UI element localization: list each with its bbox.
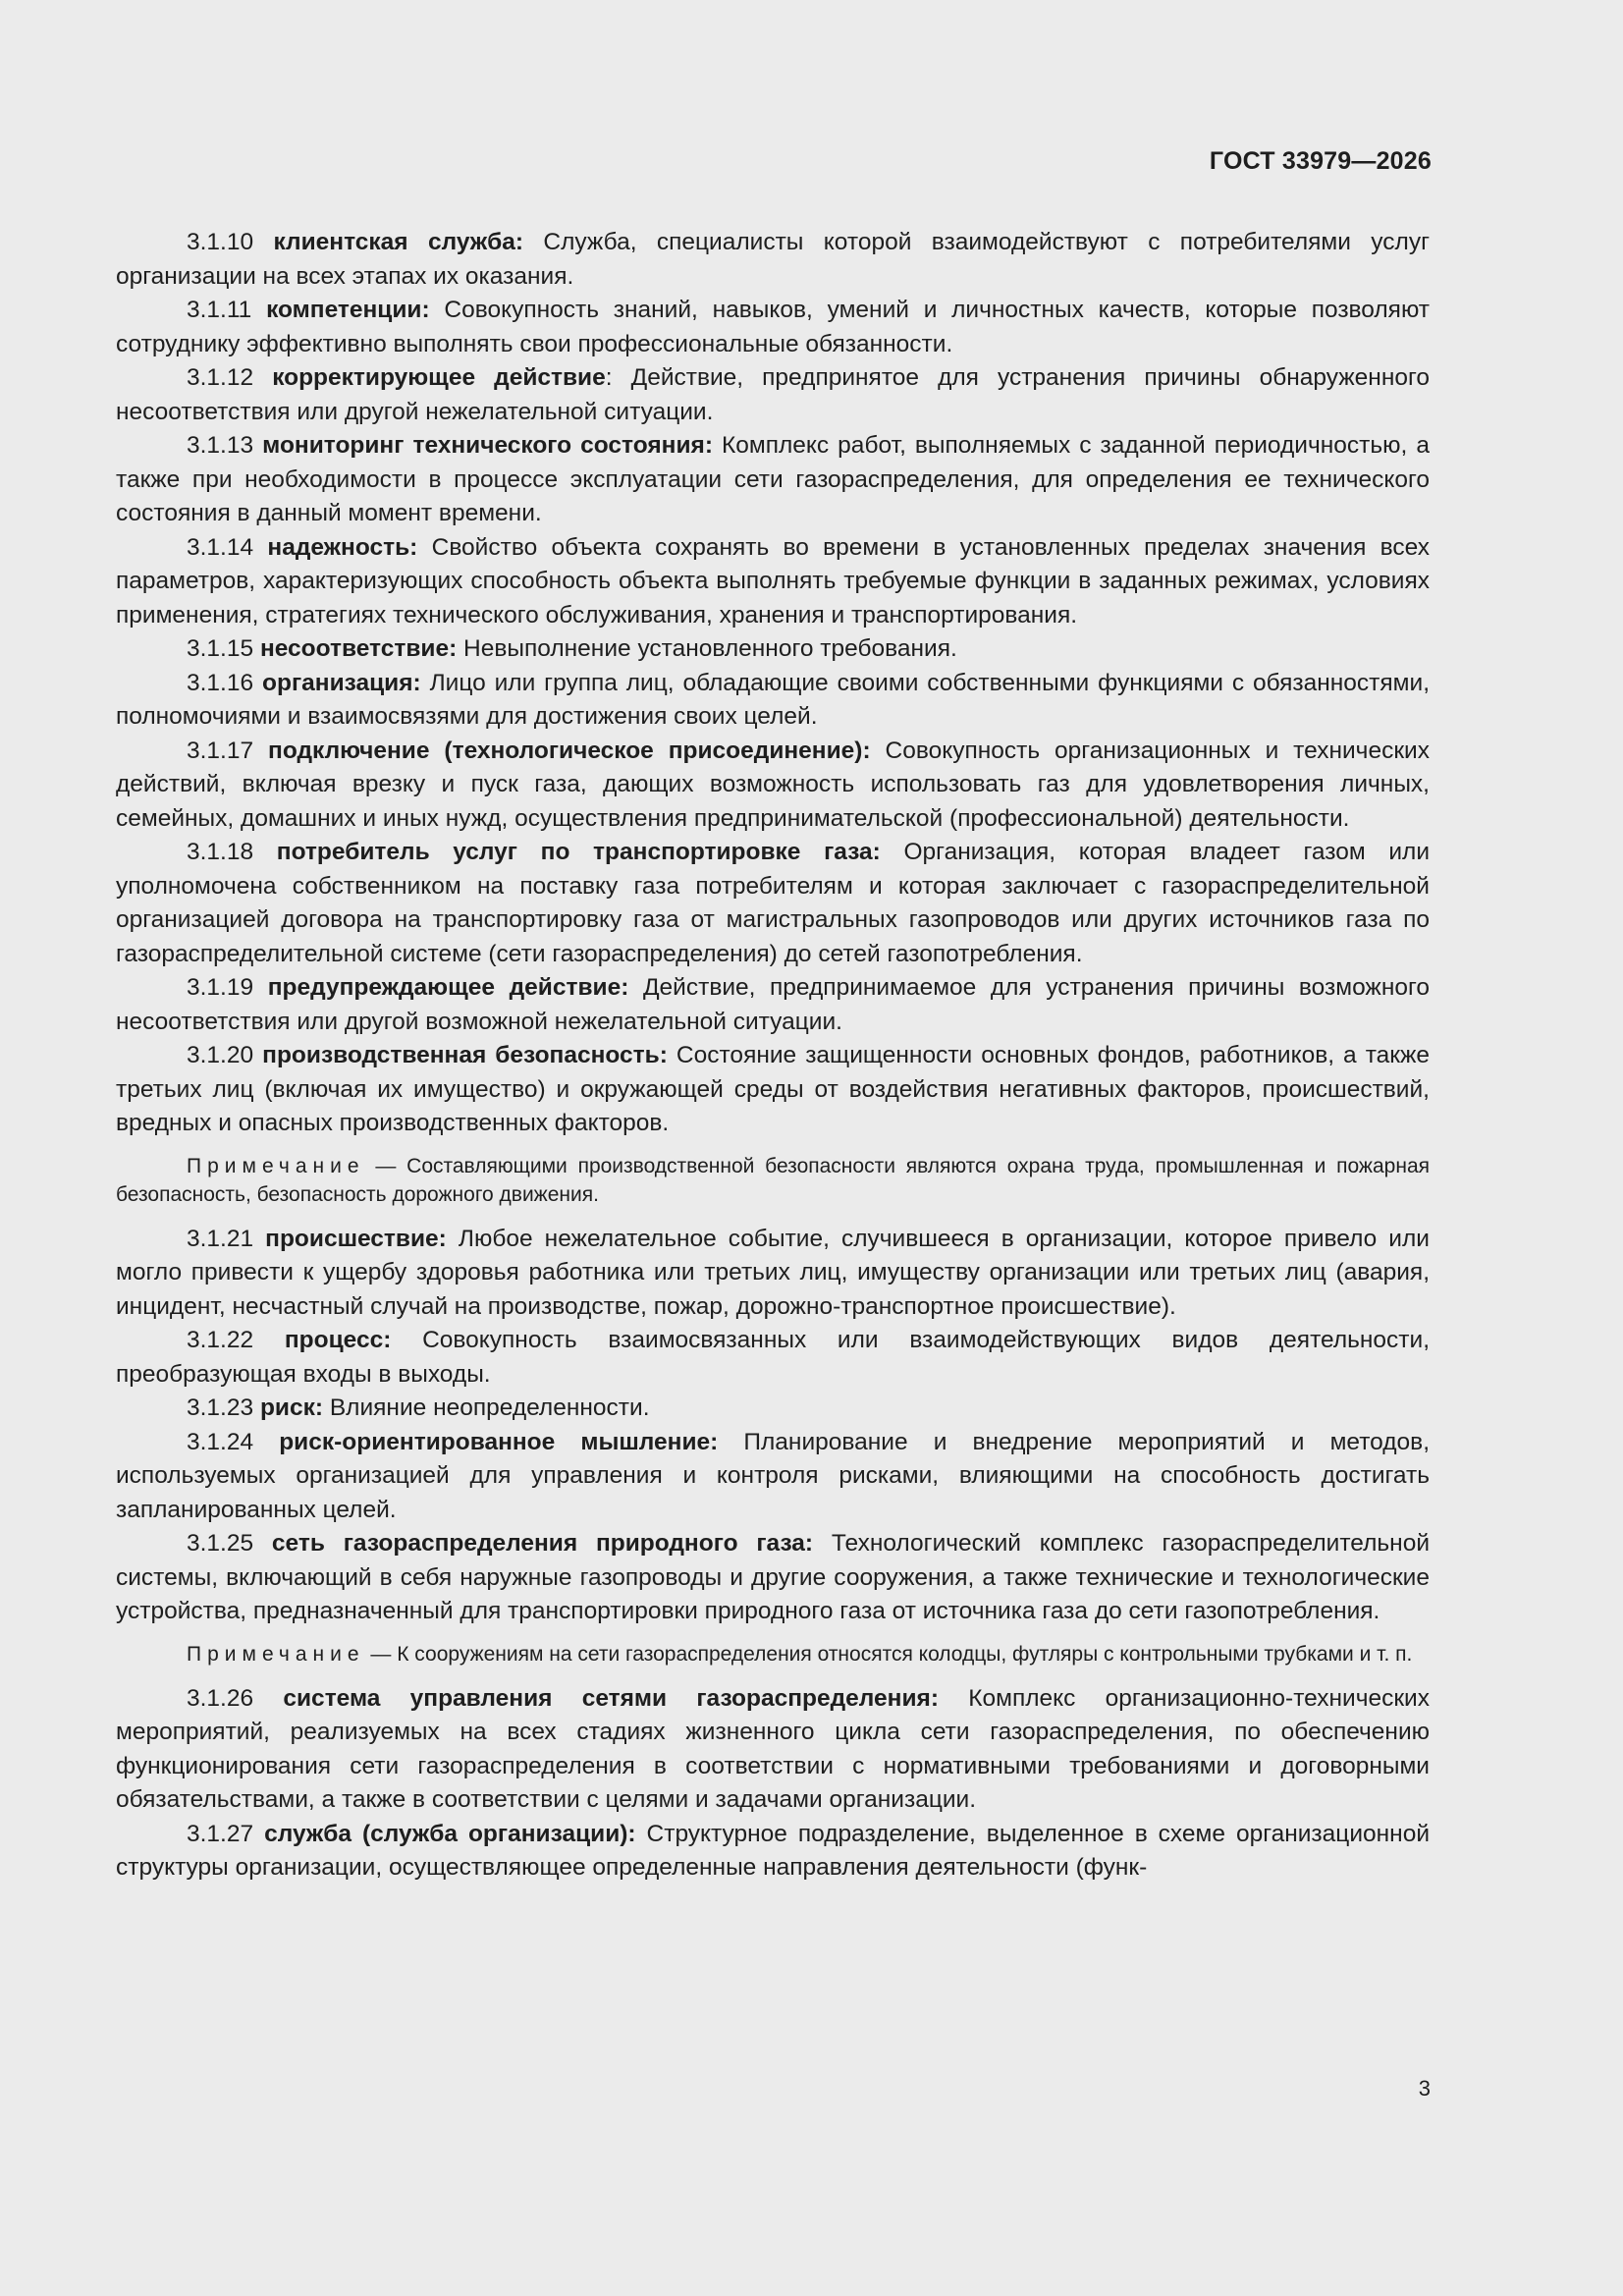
term-definition: Совокупность знаний, навыков, умений и личностных качеств, которые позволяют сотруднику эффективно выполнять свои профессиональные обязанности. [116, 297, 1431, 357]
term-3-1-26 [116, 1682, 1430, 1818]
term-definition: Невыполнение установленного требования. [463, 635, 957, 662]
term-name: потребитель услуг по транспортировке газа: [276, 839, 881, 865]
term-definition: Свойство объекта сохранять во времени в установленных пределах значения всех параметров, характеризующих способность объекта выполнять требуемые функции в заданных режимах, условиях применения, стратегиях технического обслуживания, хранения и транспортирования. [116, 533, 1431, 629]
term-definition: Технологический комплекс газораспределительной системы, включающий в себя наружные газопроводы и другие сооружения, а также технические и технологические устройства, предназначенный для транспортировки природного газа от источника газа до сети газопотребления. [116, 1530, 1431, 1624]
term-definition: Совокупность взаимосвязанных или взаимодействующих видов деятельности, преобразующая входы в выходы. [116, 1327, 1431, 1388]
term-number: 3.1.24 [187, 1428, 254, 1455]
term-number: 3.1.12 [187, 364, 254, 391]
term-number: 3.1.18 [187, 839, 254, 865]
term-number: 3.1.19 [187, 974, 254, 1001]
term-name: корректирующее действие [272, 364, 606, 391]
term-name: риск-ориентированное мышление: [279, 1428, 719, 1455]
term-number: 3.1.22 [187, 1327, 254, 1353]
term-3-1-14 [116, 531, 1430, 633]
term-3-1-24 [116, 1426, 1430, 1528]
term-name: риск: [259, 1394, 324, 1421]
term-3-1-12 [116, 361, 1430, 429]
term-number: 3.1.10 [187, 229, 254, 255]
term-name: производственная безопасность: [262, 1042, 668, 1068]
note-network-structures [116, 1640, 1430, 1668]
term-definition: Служба, специалисты которой взаимодействуют с потребителями услуг организации на всех этапах их оказания. [116, 229, 1431, 290]
term-number: 3.1.11 [187, 297, 252, 323]
term-definition: Планирование и внедрение мероприятий и методов, используемых организацией для управления и контроля рисками, влияющими на способность достигать запланированных целей. [116, 1428, 1430, 1523]
term-name: служба (служба организации): [264, 1820, 636, 1847]
term-number: 3.1.26 [187, 1684, 254, 1712]
term-number: 3.1.14 [187, 533, 254, 561]
term-name: предупреждающее действие: [267, 974, 629, 1001]
term-3-1-27 [116, 1818, 1430, 1886]
term-number: 3.1.21 [187, 1225, 254, 1252]
term-name: подключение (технологическое присоединение): [268, 737, 871, 764]
term-name: клиентская служба: [273, 229, 524, 255]
term-number: 3.1.17 [187, 737, 254, 764]
term-definition: Комплекс организационно-технических мероприятий, реализуемых на всех стадиях жизненного цикла сети газораспределения, по обеспечению функционирования сети газораспределения в соответствии с нормативными требованиями и договорными обязательствами, а также в соответствии с целями и задачами организации. [116, 1684, 1430, 1813]
note-label: Примечание [187, 1154, 365, 1177]
page-number: 3 [1418, 2076, 1431, 2101]
term-number: 3.1.23 [187, 1394, 254, 1421]
term-name: организация: [262, 669, 421, 696]
term-name: система управления сетями газораспределения: [283, 1684, 939, 1712]
term-number: 3.1.25 [187, 1530, 254, 1557]
term-3-1-19 [116, 971, 1430, 1039]
terms-section [116, 226, 1430, 1886]
term-3-1-16 [116, 667, 1430, 735]
document-code: ГОСТ 33979—2026 [1209, 147, 1432, 175]
term-number: 3.1.15 [187, 635, 254, 662]
term-definition: Влияние неопределенности. [329, 1394, 650, 1421]
term-3-1-25 [116, 1527, 1430, 1629]
term-name: компетенции: [266, 297, 430, 323]
note-production-safety [116, 1152, 1430, 1209]
term-name: сеть газораспределения природного газа: [271, 1530, 814, 1557]
term-definition: Действие, предпринимаемое для устранения причины возможного несоответствия или другой возможной нежелательной ситуации. [116, 974, 1431, 1035]
term-name: надежность: [267, 533, 418, 561]
note-label: Примечание [187, 1642, 365, 1666]
note-text: — Составляющими производственной безопасности являются охрана труда, промышленная и пожарная безопасность, безопасность дорожного движения. [116, 1154, 1430, 1206]
term-number: 3.1.13 [187, 432, 254, 459]
term-3-1-18 [116, 836, 1430, 971]
term-number: 3.1.27 [187, 1820, 254, 1847]
term-name: несоответствие: [259, 635, 458, 662]
term-definition: Организация, которая владеет газом или уполномочена собственником на поставку газа потребителям и которая заключает с газораспределительной организацией договора на транспортировку газа от магистральных газопроводов или других источников газа по газораспределительной системе (сети газораспределения) до сетей газопотребления. [116, 839, 1431, 967]
term-3-1-23 [116, 1392, 1430, 1426]
term-definition: Состояние защищенности основных фондов, работников, а также третьих лиц (включая их имущество) и окружающей среды от воздействия негативных факторов, происшествий, вредных и опасных производственных факторов. [116, 1042, 1430, 1136]
term-3-1-21 [116, 1223, 1430, 1325]
note-text: — К сооружениям на сети газораспределения относятся колодцы, футляры с контрольными трубками и т. п. [370, 1642, 1413, 1666]
term-definition: : Действие, предпринятое для устранения причины обнаруженного несоответствия или другой нежелательной ситуации. [116, 364, 1430, 425]
term-name: мониторинг технического состояния: [262, 432, 713, 459]
term-3-1-20 [116, 1039, 1430, 1141]
term-number: 3.1.20 [187, 1042, 254, 1068]
term-3-1-10 [116, 226, 1430, 294]
term-3-1-17 [116, 735, 1430, 837]
term-3-1-22 [116, 1324, 1430, 1392]
term-3-1-11 [116, 294, 1430, 361]
term-definition: Совокупность организационных и технических действий, включая врезку и пуск газа, дающих возможность использовать газ для удовлетворения личных, семейных, домашних и иных нужд, осуществления предпринимательской (профессиональной) деятельности. [116, 737, 1430, 832]
term-3-1-13 [116, 429, 1430, 531]
term-3-1-15 [116, 632, 1430, 667]
term-definition: Лицо или группа лиц, обладающие своими собственными функциями с обязанностями, полномочиями и взаимосвязями для достижения своих целей. [116, 669, 1431, 730]
term-name: происшествие: [265, 1225, 447, 1252]
term-name: процесс: [284, 1327, 392, 1353]
term-definition: Структурное подразделение, выделенное в схеме организационной структуры организации, осуществляющее определенные направления деятельности (функ- [116, 1820, 1431, 1881]
term-number: 3.1.16 [187, 669, 254, 696]
term-definition: Комплекс работ, выполняемых с заданной периодичностью, а также при необходимости в процессе эксплуатации сети газораспределения, для определения ее технического состояния в данный момент времени. [116, 432, 1430, 526]
term-definition: Любое нежелательное событие, случившееся в организации, которое привело или могло привести к ущербу здоровья работника или третьих лиц, имуществу организации или третьих лиц (авария, инцидент, несчастный случай на производстве, пожар, дорожно-транспортное происшествие). [116, 1225, 1430, 1320]
